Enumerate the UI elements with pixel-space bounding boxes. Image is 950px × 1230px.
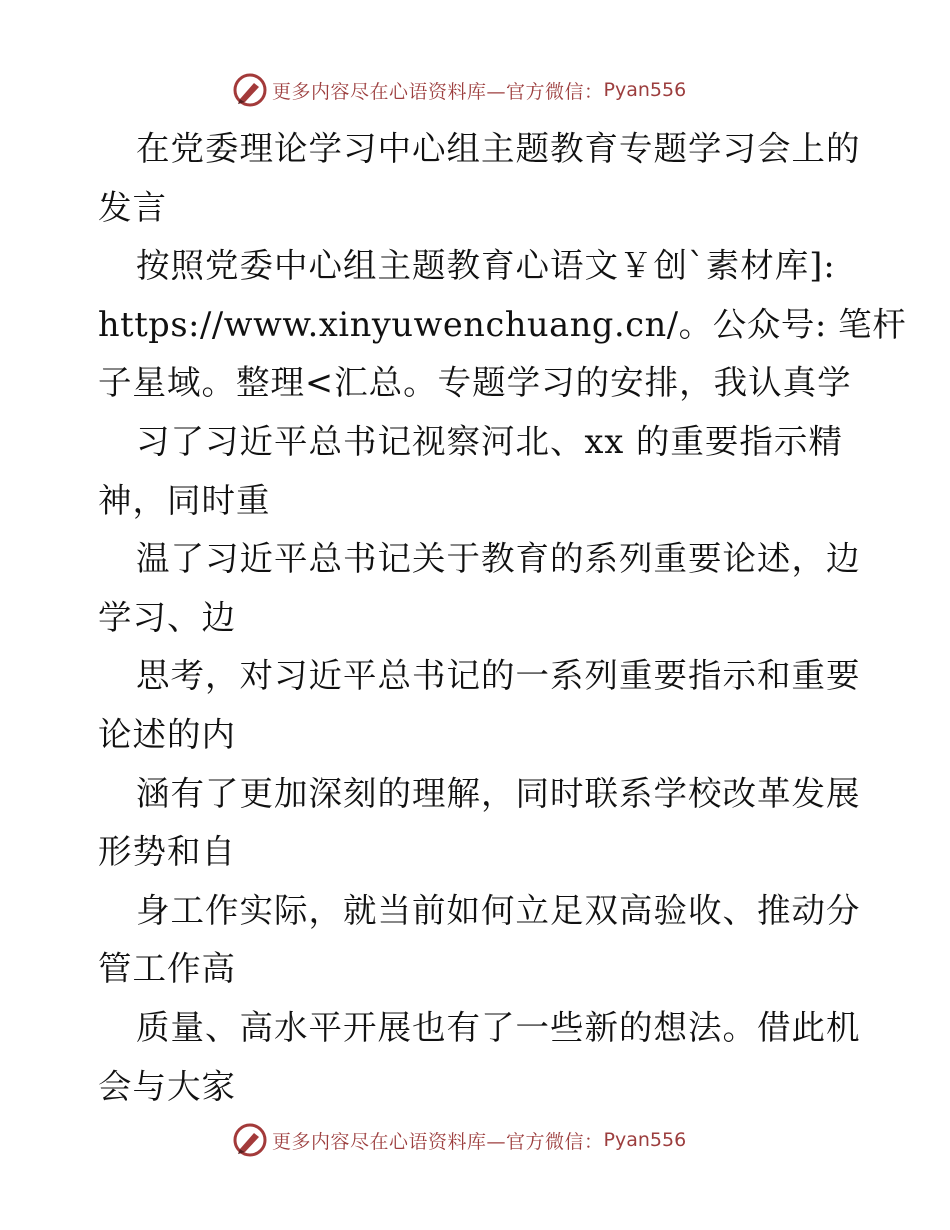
footer-banner-wechat-id: Pyan556 xyxy=(603,1129,687,1151)
paragraph-line: 形势和自 xyxy=(98,832,236,872)
pen-logo-icon xyxy=(232,72,268,108)
header-watermark-banner xyxy=(232,72,686,108)
document-body xyxy=(98,120,907,1116)
paragraph-line: 身工作实际，就当前如何立足双高验收、推动分 xyxy=(136,890,861,930)
paragraph-line: 温了习近平总书记关于教育的系列重要论述，边 xyxy=(136,539,861,579)
paragraph-line: 习了习近平总书记视察河北、xx 的重要指示精 xyxy=(136,421,843,461)
footer-banner-text: 更多内容尽在心语资料库—官方微信： xyxy=(272,1130,604,1153)
paragraph-line: 子星域。整理<汇总。专题学习的安排，我认真学 xyxy=(98,363,852,403)
paragraph-line: 神，同时重 xyxy=(98,480,271,520)
paragraph-line: 管工作高 xyxy=(98,949,236,989)
document-title-line-2: 发言 xyxy=(98,187,167,227)
paragraph-line: 按照党委中心组主题教育心语文￥创`素材库]: xyxy=(136,246,836,286)
paragraph-line: 学习、边 xyxy=(98,597,236,637)
footer-watermark-banner xyxy=(232,1122,686,1158)
paragraph-line: 涵有了更加深刻的理解，同时联系学校改革发展 xyxy=(136,773,861,813)
pen-logo-icon xyxy=(232,1122,268,1158)
paragraph-line: https://www.xinyuwenchuang.cn/。公众号: 笔杆 xyxy=(98,304,907,344)
paragraph-line: 会与大家 xyxy=(98,1066,236,1106)
paragraph-line: 质量、高水平开展也有了一些新的想法。借此机 xyxy=(136,1007,861,1047)
header-banner-wechat-id: Pyan556 xyxy=(603,79,687,101)
paragraph-line: 思考，对习近平总书记的一系列重要指示和重要 xyxy=(136,656,861,696)
document-title-line-1: 在党委理论学习中心组主题教育专题学习会上的 xyxy=(136,129,861,168)
paragraph-line: 论述的内 xyxy=(98,714,236,754)
header-banner-text: 更多内容尽在心语资料库—官方微信： xyxy=(272,80,604,103)
